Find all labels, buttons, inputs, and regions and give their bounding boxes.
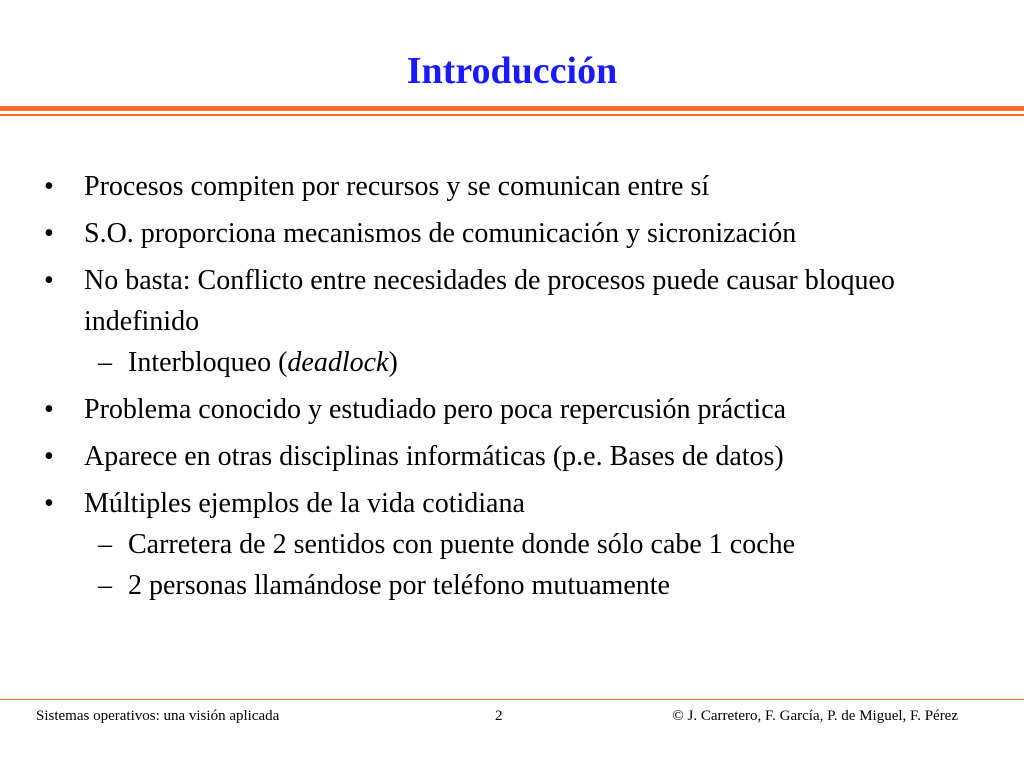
bullet-item: [0, 260, 1024, 342]
footer-course-title: Sistemas operativos: una visión aplicada: [36, 708, 280, 724]
title-underline-thick: [0, 106, 1024, 111]
sub-bullet-text-italic: deadlock: [287, 347, 389, 378]
bullet-item: [0, 483, 1024, 524]
footer-rule: [0, 699, 1024, 700]
sub-bullet-item: [0, 565, 1024, 606]
sub-bullet-marker: –: [98, 570, 112, 601]
sub-bullet-item: [0, 524, 1024, 565]
bullet-marker: •: [44, 171, 54, 202]
slide-title: Introducción: [406, 50, 618, 92]
sub-bullet-marker: –: [98, 347, 112, 378]
footer-copyright: © J. Carretero, F. García, P. de Miguel, F. Pérez: [672, 708, 958, 724]
bullet-marker: •: [44, 441, 54, 472]
bullet-item: [0, 166, 1024, 207]
sub-bullet-text: 2 personas llamándose por teléfono mutuamente: [128, 570, 670, 601]
bullet-text: Aparece en otras disciplinas informáticas (p.e. Bases de datos): [84, 441, 784, 472]
sub-bullet-item: [0, 342, 1024, 383]
bullet-text: No basta: Conflicto entre necesidades de procesos puede causar bloqueo indefinido: [84, 265, 895, 337]
bullet-marker: •: [44, 218, 54, 249]
bullet-marker: •: [44, 394, 54, 425]
sub-bullet-marker: –: [98, 529, 112, 560]
sub-bullet-text-before: Interbloqueo (: [128, 347, 288, 378]
sub-bullet-text: [128, 342, 1024, 383]
bullet-marker: •: [44, 488, 54, 519]
bullet-text: Múltiples ejemplos de la vida cotidiana: [84, 488, 525, 519]
sub-bullet-text-after: ): [388, 347, 398, 378]
bullet-text: S.O. proporciona mecanismos de comunicación y sicronización: [84, 218, 797, 249]
bullet-marker: •: [44, 265, 54, 296]
bullet-item: [0, 389, 1024, 430]
title-underline-thin: [0, 114, 1024, 116]
bullet-list: [0, 166, 1024, 606]
bullet-text: Procesos compiten por recursos y se comunican entre sí: [84, 171, 710, 202]
footer-page-number: 2: [495, 708, 503, 724]
bullet-item: [0, 436, 1024, 477]
sub-bullet-text: Carretera de 2 sentidos con puente donde sólo cabe 1 coche: [128, 529, 796, 560]
bullet-item: [0, 213, 1024, 254]
bullet-text: Problema conocido y estudiado pero poca repercusión práctica: [84, 394, 787, 425]
